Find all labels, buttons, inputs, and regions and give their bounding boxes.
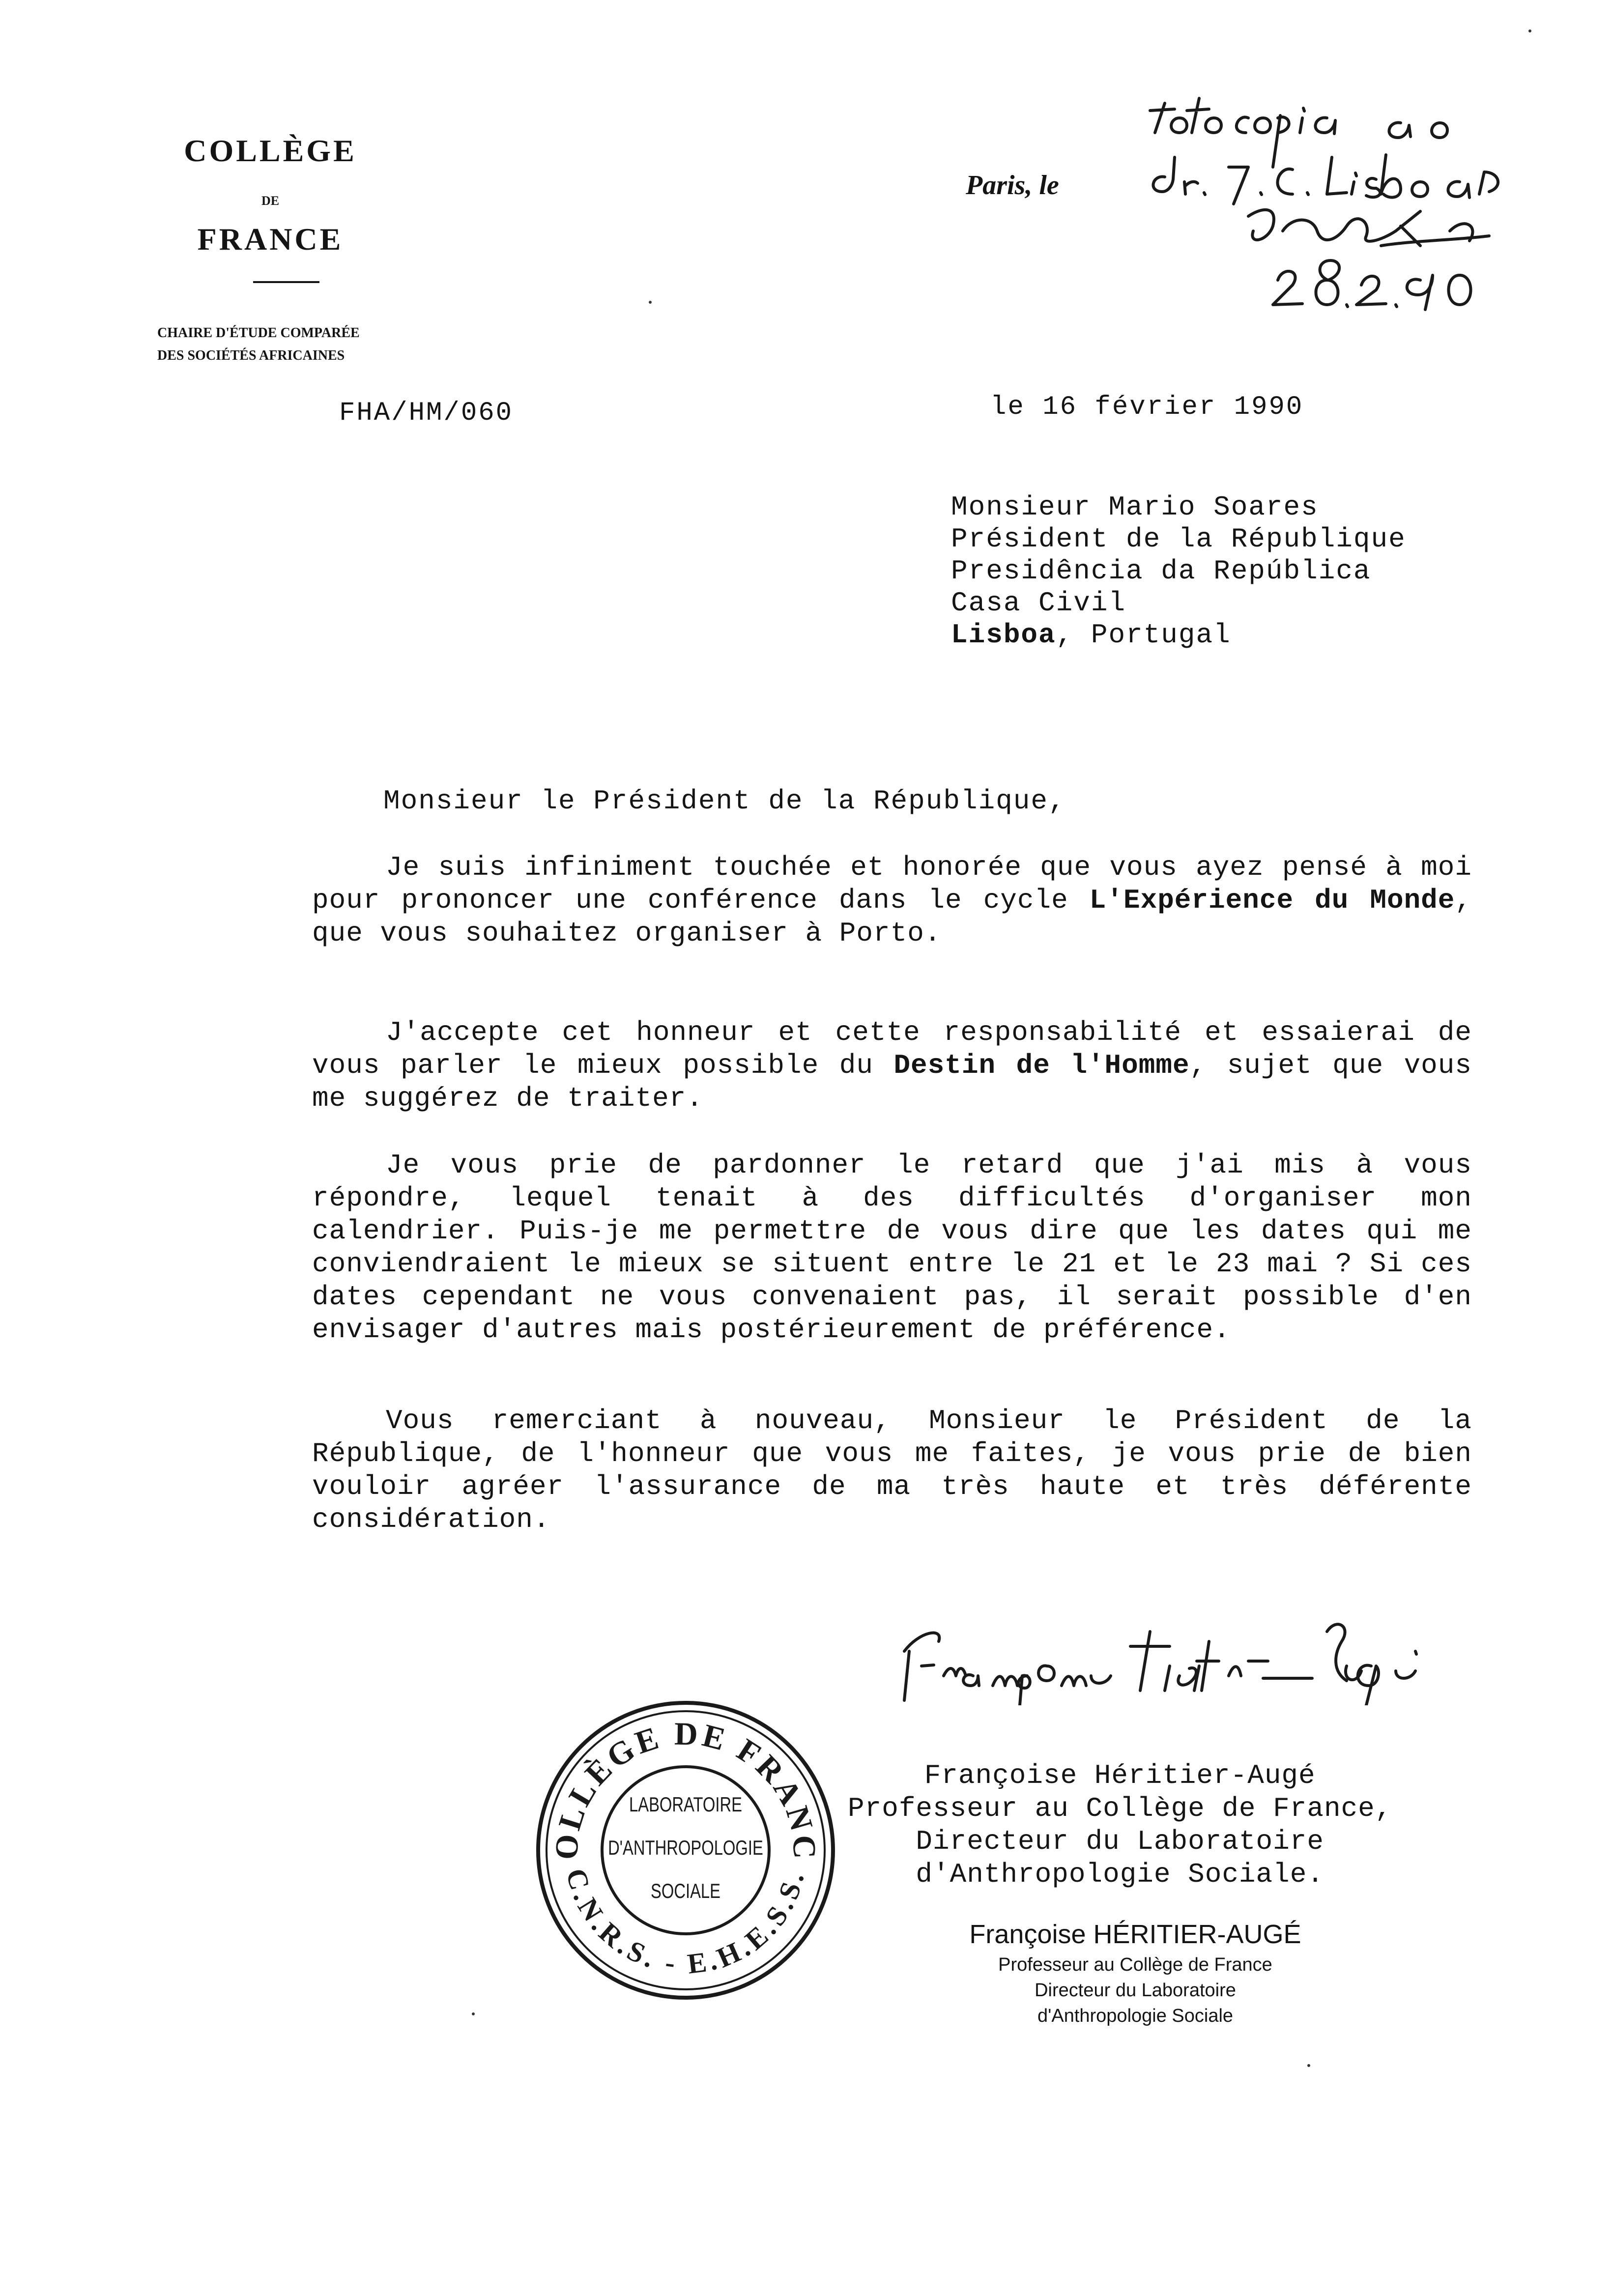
- paragraph-1-text-a: Je suis infiniment touchée et honorée que vous ayez pensé à moi pour prononcer une conférence dans le cycle: [312, 852, 1472, 916]
- printed-stamp-line3: d'Anthropologie Sociale: [1037, 2006, 1234, 2026]
- closing-block: [848, 1759, 1392, 1891]
- paragraph-2-text-a: J'accepte cet honneur et cette responsabilité et essaierai de vous parler le mieux possible du: [312, 1017, 1472, 1081]
- printed-stamp-line1: Professeur au Collège de France: [998, 1954, 1272, 1975]
- letterhead-divider: [253, 281, 319, 283]
- printed-stamp-first-name: Françoise: [969, 1920, 1094, 1949]
- letterhead-institution-line3: FRANCE: [197, 222, 344, 257]
- paragraph-3: [312, 1149, 1472, 1347]
- scan-speck: [1528, 29, 1531, 32]
- scan-speck: [1307, 2064, 1310, 2067]
- printed-stamp-block: [914, 1917, 1356, 2029]
- recipient-title: Président de la République: [951, 523, 1406, 555]
- recipient-city-line: [951, 619, 1406, 651]
- handwritten-note: [1145, 69, 1548, 324]
- stamp-ring-top: OLLÈGE DE FRANC: [548, 1716, 823, 1863]
- closing-title-2: Directeur du Laboratoire: [916, 1826, 1324, 1857]
- scan-speck: [472, 2012, 475, 2015]
- stamp-center-line1: LABORATOIRE: [629, 1793, 743, 1816]
- paragraph-4: [312, 1405, 1472, 1536]
- letterhead-chair-line1: CHAIRE D'ÉTUDE COMPARÉE: [157, 325, 360, 341]
- letterhead-institution-line1: COLLÈGE: [184, 133, 357, 168]
- paragraph-4-text: Vous remerciant à nouveau, Monsieur le Président de la République, de l'honneur que vous me faites, je vous prie de bien vouloir agréer l'assurance de ma très haute et très déférente considération.: [312, 1405, 1472, 1535]
- recipient-country: , Portugal: [1056, 619, 1231, 651]
- stamp-center-line3: SOCIALE: [650, 1879, 721, 1902]
- closing-name: Françoise Héritier-Augé: [924, 1760, 1316, 1791]
- laboratory-stamp: [531, 1691, 840, 2005]
- printed-stamp-line2: Directeur du Laboratoire: [1035, 1980, 1236, 2001]
- printed-stamp-last-name: HÉRITIER-AUGÉ: [1093, 1920, 1301, 1949]
- stamp-ring-bottom: C.N.R.S. - E.H.E.S.S.: [560, 1865, 811, 1980]
- paragraph-1-bold: L'Expérience du Monde: [1089, 885, 1455, 916]
- letterhead-chair: [157, 322, 462, 367]
- closing-title-1: Professeur au Collège de France,: [848, 1793, 1392, 1824]
- paragraph-2-text-b: , sujet que vous me suggérez de traiter.: [312, 1050, 1472, 1114]
- recipient-office: Presidência da República: [951, 555, 1371, 587]
- letterhead-institution-line2: DE: [261, 194, 280, 208]
- printed-stamp-name: [914, 1917, 1356, 1952]
- scan-speck: [649, 301, 652, 304]
- stamp-center: [608, 1769, 763, 1926]
- place-prefix: Paris, le: [966, 170, 1059, 201]
- recipient-name: Monsieur Mario Soares: [951, 491, 1319, 523]
- paragraph-2-bold: Destin de l'Homme: [893, 1050, 1190, 1081]
- salutation: Monsieur le Président de la République,: [383, 785, 1066, 817]
- paragraph-3-text: Je vous prie de pardonner le retard que j'ai mis à vous répondre, lequel tenait à des difficultés d'organiser mon calendrier. Puis-je me permettre de vous dire que les dates qui me conviendraient le mieux se situent entre le 21 et le 23 mai ? Si ces dates cependant ne vous convenaient pas, il serait possible d'en envisager d'autres mais postérieurement de préférence.: [312, 1149, 1472, 1346]
- reference-number: FHA/HM/060: [339, 398, 514, 428]
- letter-date: le 16 février 1990: [990, 392, 1304, 422]
- paragraph-1-text-b: , que vous souhaitez organiser à Porto.: [312, 885, 1472, 949]
- paragraph-1: [312, 851, 1472, 950]
- paragraph-2: [312, 1016, 1472, 1115]
- handwritten-signature: [894, 1592, 1484, 1705]
- recipient-city: Lisboa: [951, 619, 1056, 651]
- stamp-center-line2: D'ANTHROPOLOGIE: [608, 1836, 763, 1859]
- letterhead-chair-line2: DES SOCIÉTÉS AFRICAINES: [157, 348, 345, 363]
- recipient-department: Casa Civil: [951, 587, 1126, 619]
- recipient-address: [951, 491, 1406, 651]
- closing-title-3: d'Anthropologie Sociale.: [916, 1859, 1324, 1890]
